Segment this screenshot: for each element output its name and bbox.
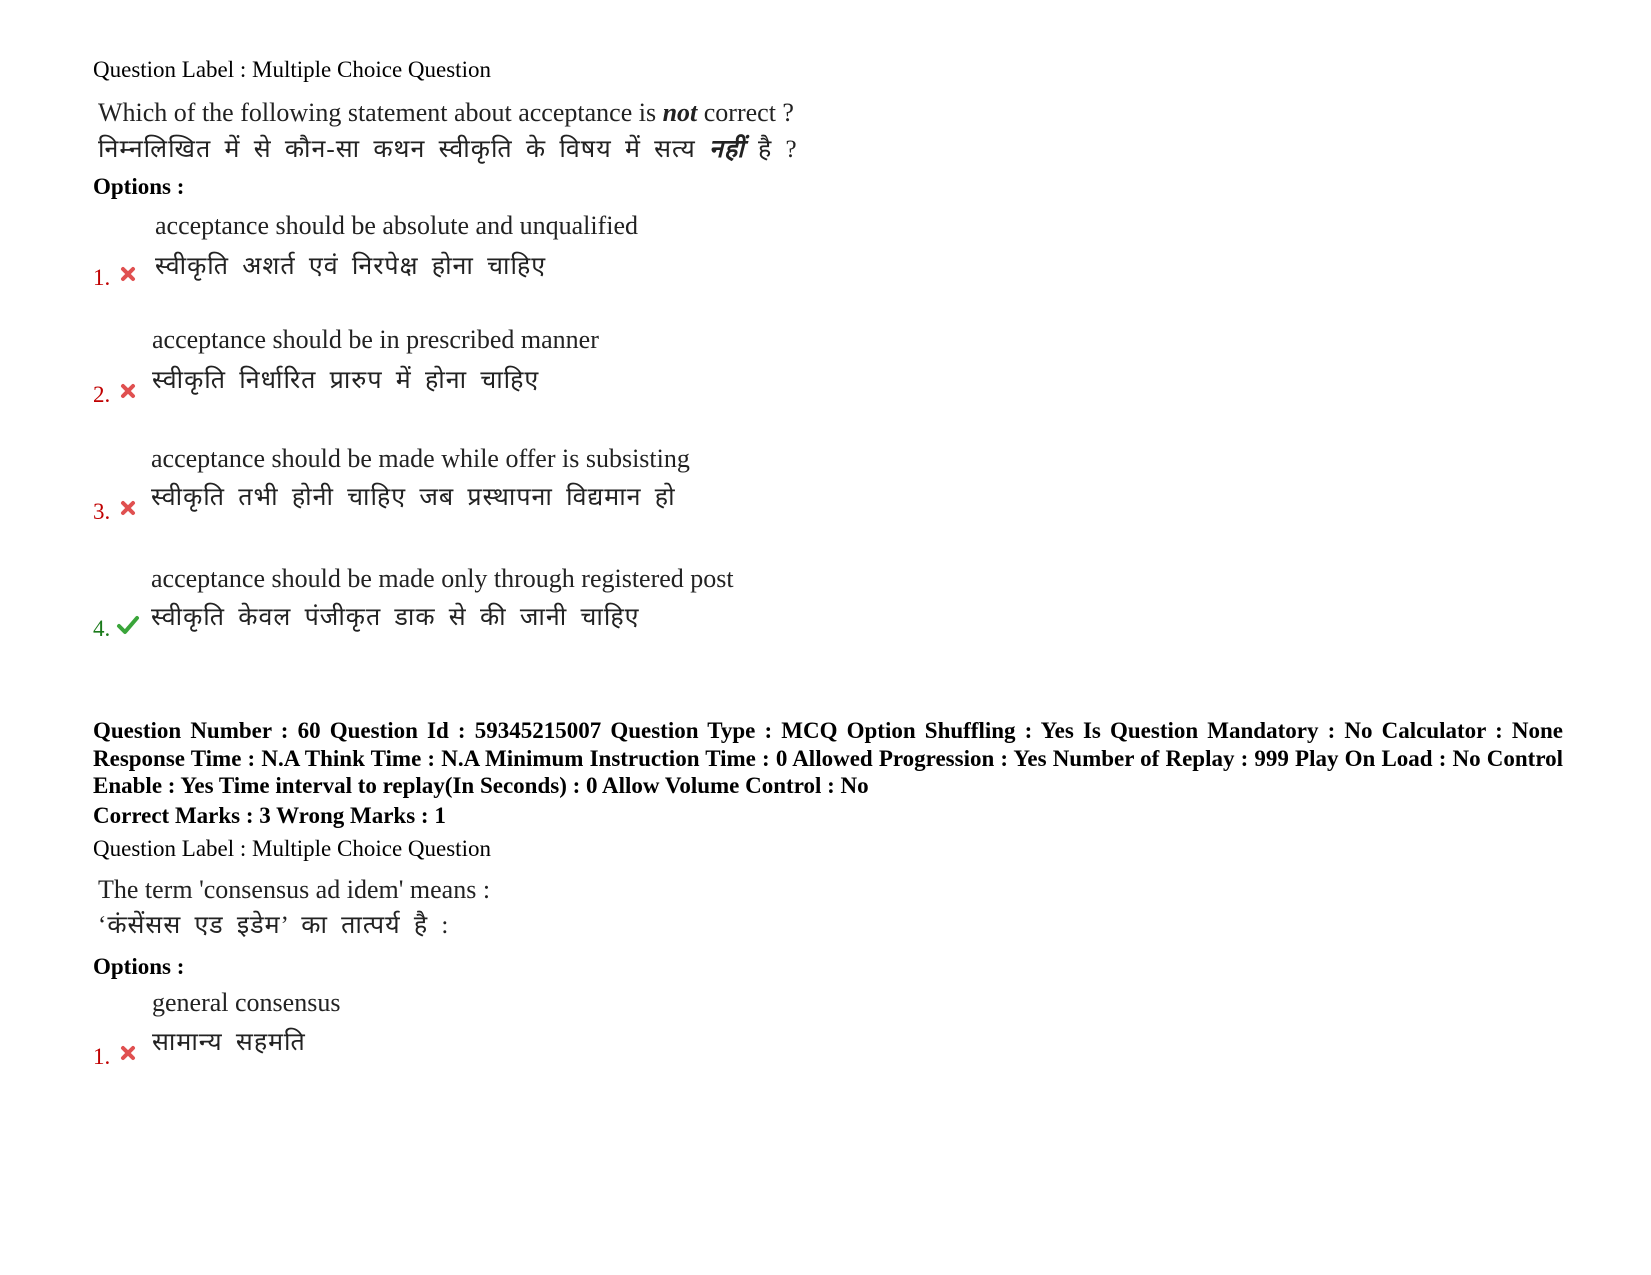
option-4-text-en: acceptance should be made only through registered post [151,564,734,593]
option-1-text-hi: सामान्य सहमति [152,1029,306,1056]
option-3-text-hi: स्वीकृति तभी होनी चाहिए जब प्रस्थापना विद्यमान हो [151,484,676,511]
question-text-hi [98,131,798,165]
question-text-hi-pre: निम्नलिखित में से कौन-सा कथन स्वीकृति के विषय में सत्य [98,136,710,163]
question-text-pre: Which of the following statement about acceptance is [98,98,663,127]
option-3-number: 3. [93,499,111,524]
wrong-icon [119,1044,137,1062]
option-2-text-en: acceptance should be in prescribed manner [152,325,599,354]
wrong-icon [119,382,137,400]
option-1-text-en: general consensus [152,988,341,1017]
options-heading: Options : [93,954,185,979]
question-label: Question Label : Multiple Choice Question [93,57,491,82]
question-text-hi-post: है ? [744,136,798,163]
marks-line: Correct Marks : 3 Wrong Marks : 1 [93,803,446,828]
wrong-icon [119,499,137,517]
question-text-hi-emphasis: नहीं [709,136,745,163]
check-icon [116,614,140,636]
wrong-icon [119,265,137,283]
options-heading: Options : [93,174,185,199]
question-meta: Question Number : 60 Question Id : 59345215007 Question Type : MCQ Option Shuffling : Yes Is Question Mandatory : No Calculator : None Response Time : N.A Think Time : N.A Minimum Instruction Time : 0 Allowed Progression : Yes Number of Replay : 999 Play On Load : No Control Enable : Yes Time interval to replay(In Seconds) : 0 Allow Volume Control : No [93,718,1563,798]
option-2-number: 2. [93,382,111,407]
question-label: Question Label : Multiple Choice Question [93,836,491,861]
question-text-en: The term 'consensus ad idem' means : [98,875,491,904]
option-2-text-hi: स्वीकृति निर्धारित प्रारुप में होना चाहिए [152,367,540,394]
option-1-text-en: acceptance should be absolute and unqualified [155,211,638,240]
question-text-en [98,98,794,128]
option-4-number: 4. [93,616,111,641]
option-1-text-hi: स्वीकृति अशर्त एवं निरपेक्ष होना चाहिए [155,253,547,280]
option-3-text-en: acceptance should be made while offer is subsisting [151,444,690,473]
question-text-post: correct ? [697,98,794,127]
option-4-text-hi: स्वीकृति केवल पंजीकृत डाक से की जानी चाहिए [151,604,640,631]
question-text-hi: ‘कंसेंसस एड इडेम’ का तात्पर्य है : [98,912,450,939]
question-text-emphasis: not [662,98,698,127]
option-1-number: 1. [93,265,111,290]
option-1-number: 1. [93,1044,111,1069]
